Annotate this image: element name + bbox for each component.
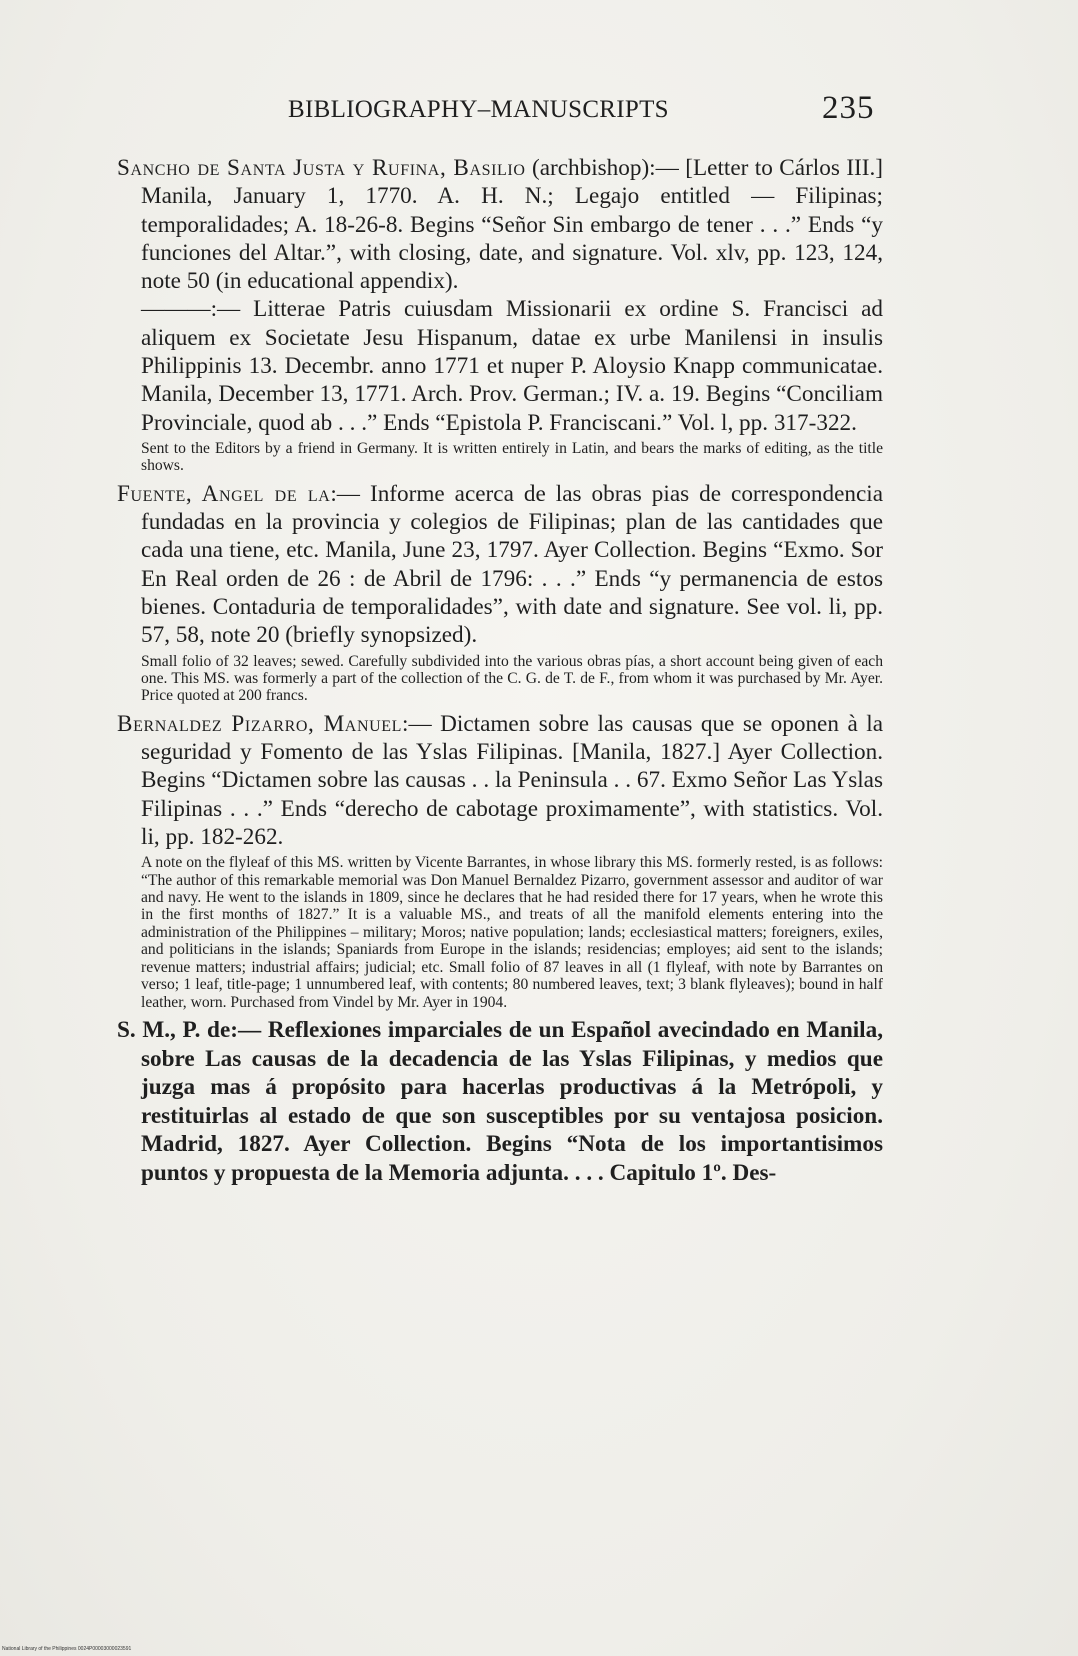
entry-description: :— Informe acerca de las obras pias de correspondencia fundadas en la provincia y colegios de Filipinas; plan de las cantidades que cada una tiene, etc. Manila, June 23, 1797. Ayer Collection. Begins “Exmo. Sor En Real orden de 26 : de Abril de 1796: . . .” Ends “y permanencia de estos bienes. Contaduria de temporalidades”, with date and signature. See vol. li, pp. 57, 58, note 20 (briefly synopsized). xyxy=(141,480,883,649)
scan-footer: National Library of the Philippines 0024P00003000023591 xyxy=(2,1646,132,1652)
entry-note: Small folio of 32 leaves; sewed. Carefully subdivided into the various obras pías, a short account being given of each one. This MS. was formerly a part of the collection of the C. G. de T. de F., from whom it was purchased by Mr. Ayer. Price quoted at 200 francs. xyxy=(141,652,883,705)
entry-author: Fuente, Angel de la xyxy=(117,480,331,507)
entry-description: (archbishop):— [Letter to Cárlos III.] Manila, January 1, 1770. A. H. N.; Legajo entitled — Filipinas; temporalidades; A. 18-26-8. Begins “Señor Sin embargo de tener . . .” Ends “y funciones del Altar.”, with closing, date, and signature. Vol. xlv, pp. 123, 124, note 50 (in educational appendix). xyxy=(141,155,883,295)
bibliography-body xyxy=(117,154,883,1187)
bibliography-entry xyxy=(117,710,883,1011)
running-title: BIBLIOGRAPHY–MANUSCRIPTS xyxy=(288,96,669,123)
bibliography-entry xyxy=(117,480,883,705)
entry-text xyxy=(117,154,883,295)
entry-text xyxy=(117,480,883,650)
page-number: 235 xyxy=(822,90,875,126)
entry-author: ——— xyxy=(141,296,211,323)
entry-description: :— Litterae Patris cuiusdam Missionarii ex ordine S. Francisci ad aliquem ex Societate Jesu Hispanum, datae ex urbe Manilensi in insulis Philippinis 13. Decembr. anno 1771 et nuper P. Aloysio Knapp communicatae. Manila, December 13, 1771. Arch. Prov. German.; IV. a. 19. Begins “Conciliam Provinciale, quod ab . . .” Ends “Epistola P. Franciscani.” Vol. l, pp. 317-322. xyxy=(141,296,883,436)
entry-description: :— Dictamen sobre las causas que se oponen à la seguridad y Fomento de las Yslas Filipinas. [Manila, 1827.] Ayer Collection. Begins “Dictamen sobre las causas . . la Peninsula . . 67. Exmo Señor Las Yslas Filipinas . . .” Ends “derecho de cabotage proximamente”, with statistics. Vol. li, pp. 182-262. xyxy=(141,710,883,850)
bibliography-entry xyxy=(117,295,883,474)
entry-note: Sent to the Editors by a friend in Germany. It is written entirely in Latin, and bears the marks of editing, as the title shows. xyxy=(141,439,883,475)
entry-author: S. M., P. de xyxy=(117,1016,231,1043)
entry-author: Bernaldez Pizarro, Manuel xyxy=(117,710,403,737)
entry-note: A note on the flyleaf of this MS. written by Vicente Barrantes, in whose library this MS. formerly rested, is as follows: “The author of this remarkable memorial was Don Manuel Bernaldez Pizarro, government assessor and auditor of war and navy. He went to the islands in 1809, since he declares that he had resided there for 17 years, when he wrote this in the first months of 1827.” It is a valuable MS., and treats of all the manifold elements entering into the administration of the Philippines – military; Moros; native population; lands; ecclesiastical matters; foreigners, exiles, and politicians in the islands; Spaniards from Europe in the islands; residencias; employes; aid sent to the islands; revenue matters; industrial affairs; judicial; etc. Small folio of 87 leaves in all (1 flyleaf, with note by Barrantes on verso; 1 leaf, title-page; 1 unnumbered leaf, with contents; 80 numbered leaves, text; 3 blank flyleaves); bound in half leather, worn. Purchased from Vindel by Mr. Ayer in 1904. xyxy=(141,854,883,1011)
bibliography-entry xyxy=(117,1016,883,1188)
entry-author: Sancho de Santa Justa y Rufina, Basilio xyxy=(117,155,526,181)
entry-description: :— Reflexiones imparciales de un Español avecindado en Manila, sobre Las causas de la decadencia de las Yslas Filipinas, y medios que juzga mas á propósito para hacerlas productivas á la Metrópoli, y restituirlas al estado de que son susceptibles por su ventajosa posicion. Madrid, 1827. Ayer Collection. Begins “Nota de los importantisimos puntos y propuesta de la Memoria adjunta. . . . Capitulo 1º. Des- xyxy=(141,1016,883,1186)
entry-text xyxy=(117,710,883,851)
entry-text xyxy=(117,1016,883,1188)
running-header xyxy=(0,90,1078,136)
entry-text xyxy=(117,295,883,436)
bibliography-entry xyxy=(117,154,883,295)
